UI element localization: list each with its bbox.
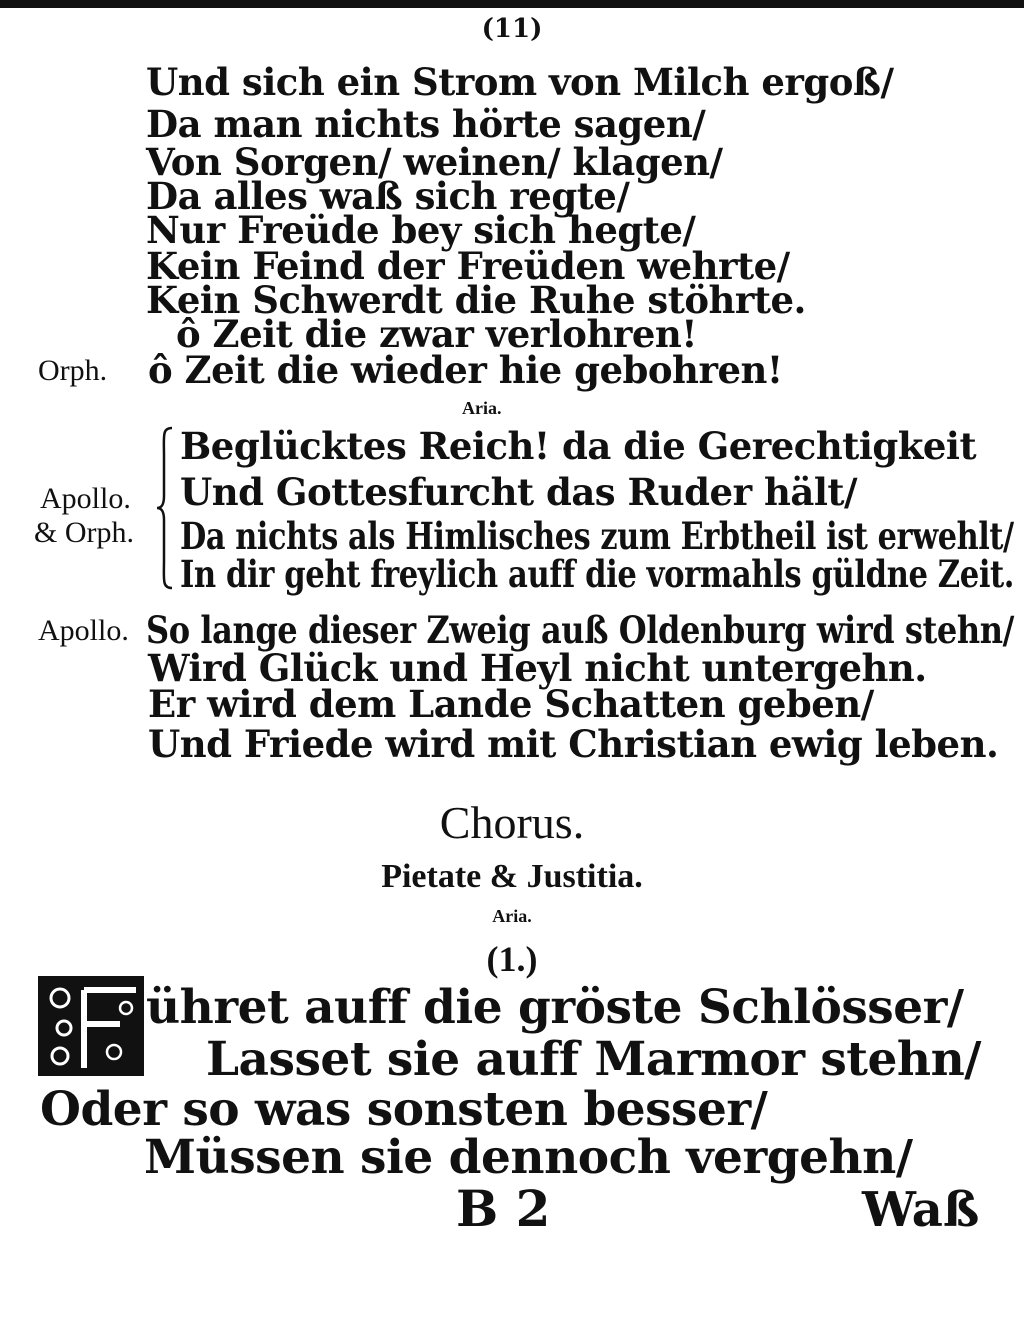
chorus-title: Chorus. xyxy=(439,797,585,848)
verse-line: Wird Glück und Heyl nicht untergehn. xyxy=(148,646,927,690)
brace-icon xyxy=(156,426,174,590)
verse-line: Da man nichts hörte sagen/ xyxy=(146,102,706,146)
page-number: (11) xyxy=(481,14,543,44)
verse-line: Da alles waß sich regte/ xyxy=(146,174,630,218)
verse-line: Oder so was sonsten besser/ xyxy=(40,1082,768,1137)
verse-line: Und Friede wird mit Christian ewig leben. xyxy=(148,722,999,766)
verse-line: Und Gottesfurcht das Ruder hält/ xyxy=(180,470,857,514)
catchword: Waß xyxy=(862,1182,980,1238)
verse-line: Er wird dem Lande Schatten geben/ xyxy=(148,682,874,726)
signature-mark: B 2 xyxy=(456,1179,551,1238)
top-border xyxy=(0,0,1024,8)
speaker-orph: Orph. xyxy=(38,354,108,387)
decorated-initial xyxy=(38,976,144,1076)
verse-line: ô Zeit die wieder hie gebohren! xyxy=(148,348,783,392)
verse-line: ô Zeit die zwar verlohren! xyxy=(176,312,698,356)
verse-line: Da nichts als Himlisches zum Erbtheil ist erwehlt/ xyxy=(180,514,1014,558)
speaker-apollo: Apollo. xyxy=(38,614,129,647)
verse-line: Von Sorgen/ weinen/ klagen/ xyxy=(146,140,723,184)
verse-line: ühret auff die gröste Schlösser/ xyxy=(146,980,964,1035)
verse-line: So lange dieser Zweig auß Oldenburg wird stehn/ xyxy=(146,608,1014,652)
verse-line: Beglücktes Reich! da die Gerechtigkeit xyxy=(180,424,977,468)
verse-line: Kein Feind der Freüden wehrte/ xyxy=(146,244,790,288)
verse-line: Kein Schwerdt die Ruhe stöhrte. xyxy=(146,278,806,322)
speaker-orph: & Orph. xyxy=(34,516,134,549)
verse-line: In dir geht freylich auff die vormahls güldne Zeit. xyxy=(180,552,1015,596)
speaker-apollo: Apollo. xyxy=(40,482,131,515)
verse-line: Und sich ein Strom von Milch ergoß/ xyxy=(146,60,894,104)
aria-heading: Aria. xyxy=(462,398,502,418)
verse-line: Nur Freüde bey sich hegte/ xyxy=(146,208,696,252)
verse-line: Lasset sie auff Marmor stehn/ xyxy=(206,1032,981,1087)
ornament-icon xyxy=(38,976,144,1076)
verse-line: Müssen sie dennoch vergehn/ xyxy=(144,1130,913,1185)
chorus-subtitle: Pietate & Justitia. xyxy=(381,858,643,895)
stanza-number: (1.) xyxy=(486,939,538,979)
aria-heading: Aria. xyxy=(492,906,532,926)
